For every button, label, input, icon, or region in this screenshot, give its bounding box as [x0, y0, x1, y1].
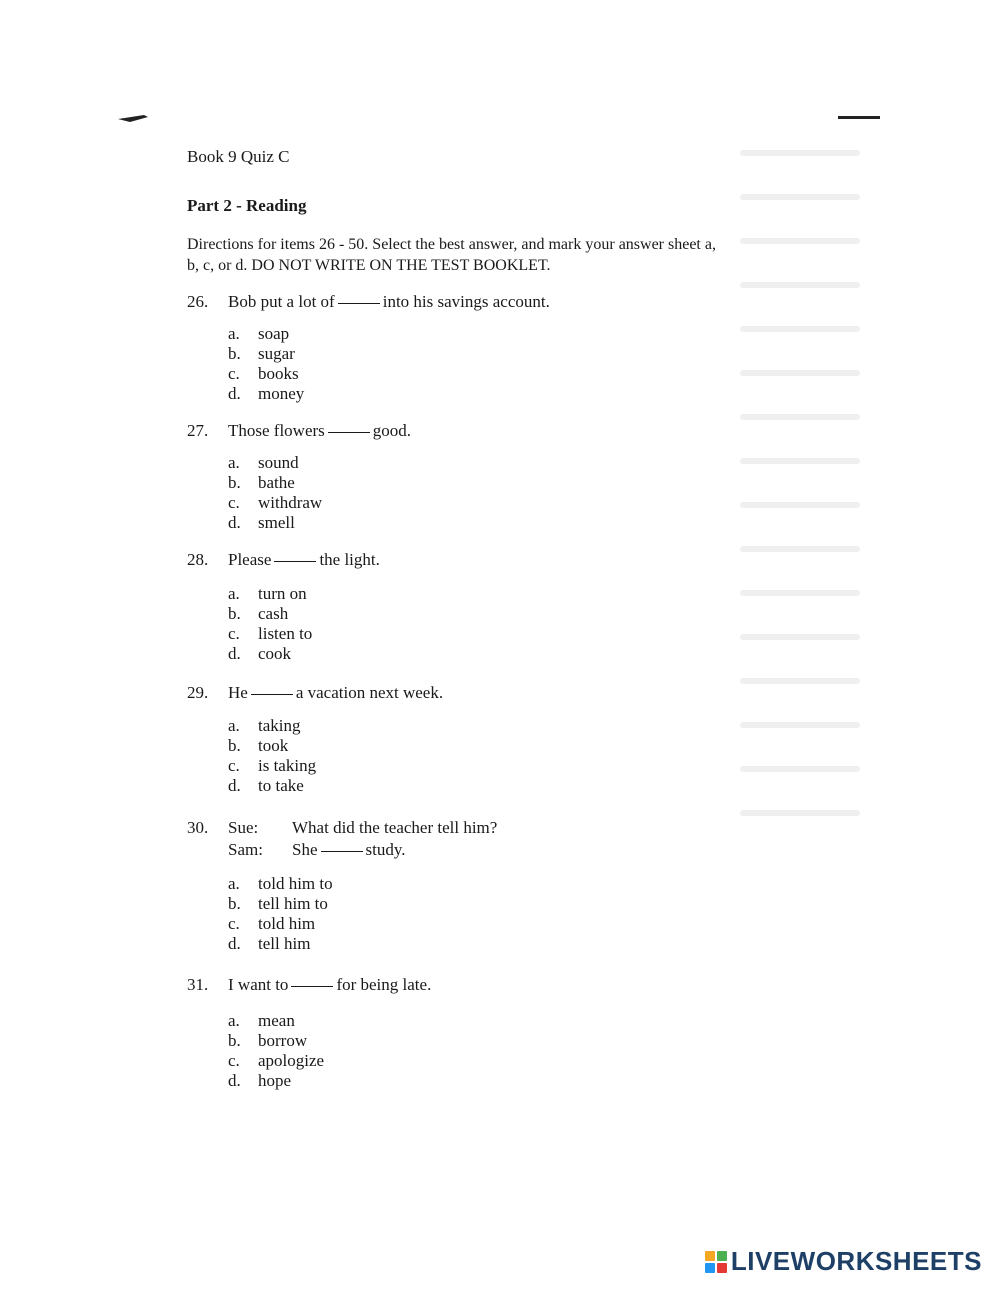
question-30 — [187, 818, 498, 859]
question-number: 31. — [187, 975, 209, 994]
question-text-after: good. — [372, 421, 412, 440]
question-text-before: He — [228, 683, 248, 702]
option-text: turn on — [258, 584, 307, 603]
option-text: cook — [258, 644, 292, 663]
question-31 — [187, 975, 431, 995]
question-text-after: a vacation next week. — [295, 683, 444, 702]
option[interactable] — [228, 894, 333, 914]
option-text: soap — [258, 324, 290, 343]
option-letter: c. — [228, 914, 240, 933]
option-letter: a. — [228, 584, 240, 603]
options-31 — [228, 1011, 324, 1091]
option-text: money — [258, 384, 305, 403]
option-letter: a. — [228, 1011, 240, 1030]
option[interactable] — [228, 1071, 324, 1091]
question-29 — [187, 683, 443, 703]
option[interactable] — [228, 1051, 324, 1071]
option-text: took — [258, 736, 289, 755]
option[interactable] — [228, 776, 316, 796]
option-text: taking — [258, 716, 301, 735]
option-text: listen to — [258, 624, 313, 643]
question-number: 29. — [187, 683, 209, 702]
option-text: hope — [258, 1071, 292, 1090]
directions — [187, 234, 837, 276]
option[interactable] — [228, 644, 312, 664]
section-heading: Part 2 - Reading — [187, 196, 307, 215]
option-letter: d. — [228, 776, 241, 795]
option[interactable] — [228, 1011, 324, 1031]
options-28 — [228, 584, 312, 664]
logo-block — [717, 1251, 727, 1261]
question-text-after: study. — [365, 840, 406, 859]
scan-artifact-mark — [118, 114, 148, 124]
option-text: smell — [258, 513, 295, 532]
option[interactable] — [228, 756, 316, 776]
option-letter: c. — [228, 493, 240, 512]
option[interactable] — [228, 513, 322, 533]
answer-blank — [274, 561, 316, 562]
option-letter: d. — [228, 513, 241, 532]
answer-blank — [321, 851, 363, 852]
option-letter: c. — [228, 1051, 240, 1070]
option-letter: b. — [228, 473, 241, 492]
option-letter: a. — [228, 716, 240, 735]
options-26 — [228, 324, 304, 404]
directions-line-2: b, c, or d. DO NOT WRITE ON THE TEST BOOKLET. — [187, 257, 551, 274]
answer-blank — [328, 432, 370, 433]
question-text-after: the light. — [319, 550, 380, 569]
question-27 — [187, 421, 411, 441]
option-letter: a. — [228, 324, 240, 343]
question-text-before: She — [292, 840, 318, 859]
question-text-before: Those flowers — [228, 421, 325, 440]
quiz-title: Book 9 Quiz C — [187, 147, 290, 166]
option-letter: a. — [228, 453, 240, 472]
option-letter: b. — [228, 604, 241, 623]
option-text: is taking — [258, 756, 317, 775]
option-text: to take — [258, 776, 304, 795]
options-29 — [228, 716, 316, 796]
brand-name: LIVEWORKSHEETS — [730, 1246, 982, 1276]
option[interactable] — [228, 324, 304, 344]
question-text-after: into his savings account. — [382, 292, 550, 311]
option-letter: a. — [228, 874, 240, 893]
logo-block — [705, 1251, 715, 1261]
options-30 — [228, 874, 333, 954]
option-letter: b. — [228, 894, 241, 913]
speaker-sue: Sue: — [228, 818, 259, 837]
option[interactable] — [228, 453, 322, 473]
option-text: told him to — [258, 874, 333, 893]
option-text: withdraw — [258, 493, 323, 512]
option-letter: c. — [228, 624, 240, 643]
question-number: 27. — [187, 421, 209, 440]
option[interactable] — [228, 473, 322, 493]
question-number: 30. — [187, 818, 209, 837]
option[interactable] — [228, 1031, 324, 1051]
logo-block — [717, 1263, 727, 1273]
option-letter: c. — [228, 756, 240, 775]
question-28 — [187, 550, 380, 570]
option[interactable] — [228, 736, 316, 756]
option-letter: b. — [228, 736, 241, 755]
option-text: told him — [258, 914, 316, 933]
scan-artifact-line — [838, 116, 880, 119]
answer-blank — [251, 694, 293, 695]
option-text: borrow — [258, 1031, 308, 1050]
option[interactable] — [228, 934, 333, 954]
option[interactable] — [228, 364, 304, 384]
option-text: tell him — [258, 934, 311, 953]
option[interactable] — [228, 584, 312, 604]
option-letter: b. — [228, 1031, 241, 1050]
answer-blank — [338, 303, 380, 304]
option-letter: c. — [228, 364, 240, 383]
question-26 — [187, 292, 550, 312]
option-text: mean — [258, 1011, 295, 1030]
option[interactable] — [228, 624, 312, 644]
option[interactable] — [228, 716, 316, 736]
question-text-before: Bob put a lot of — [228, 292, 335, 311]
options-27 — [228, 453, 322, 533]
option[interactable] — [228, 493, 322, 513]
option[interactable] — [228, 384, 304, 404]
logo-blocks-icon — [705, 1251, 727, 1273]
option-text: sugar — [258, 344, 295, 363]
option-text: tell him to — [258, 894, 328, 913]
option-text: books — [258, 364, 299, 383]
option-letter: d. — [228, 1071, 241, 1090]
dialogue-line-1: What did the teacher tell him? — [292, 818, 498, 837]
option-letter: d. — [228, 934, 241, 953]
option-text: cash — [258, 604, 289, 623]
option[interactable] — [228, 874, 333, 894]
question-text-before: Please — [228, 550, 272, 569]
speaker-sam: Sam: — [228, 840, 263, 859]
option-text: sound — [258, 453, 299, 472]
option[interactable] — [228, 344, 304, 364]
question-number: 26. — [187, 292, 209, 311]
option[interactable] — [228, 604, 312, 624]
option-text: apologize — [258, 1051, 325, 1070]
question-text-before: I want to — [228, 975, 289, 994]
question-number: 28. — [187, 550, 209, 569]
answer-blank — [291, 986, 333, 987]
option-letter: d. — [228, 644, 241, 663]
option-letter: b. — [228, 344, 241, 363]
liveworksheets-logo[interactable] — [705, 1246, 982, 1277]
logo-block — [705, 1263, 715, 1273]
directions-line-1: Directions for items 26 - 50. Select the best answer, and mark your answer sheet a, — [187, 236, 716, 253]
option[interactable] — [228, 914, 333, 934]
dialogue-line-2 — [228, 840, 406, 860]
option-text: bathe — [258, 473, 295, 492]
option-letter: d. — [228, 384, 241, 403]
question-text-after: for being late. — [336, 975, 432, 994]
